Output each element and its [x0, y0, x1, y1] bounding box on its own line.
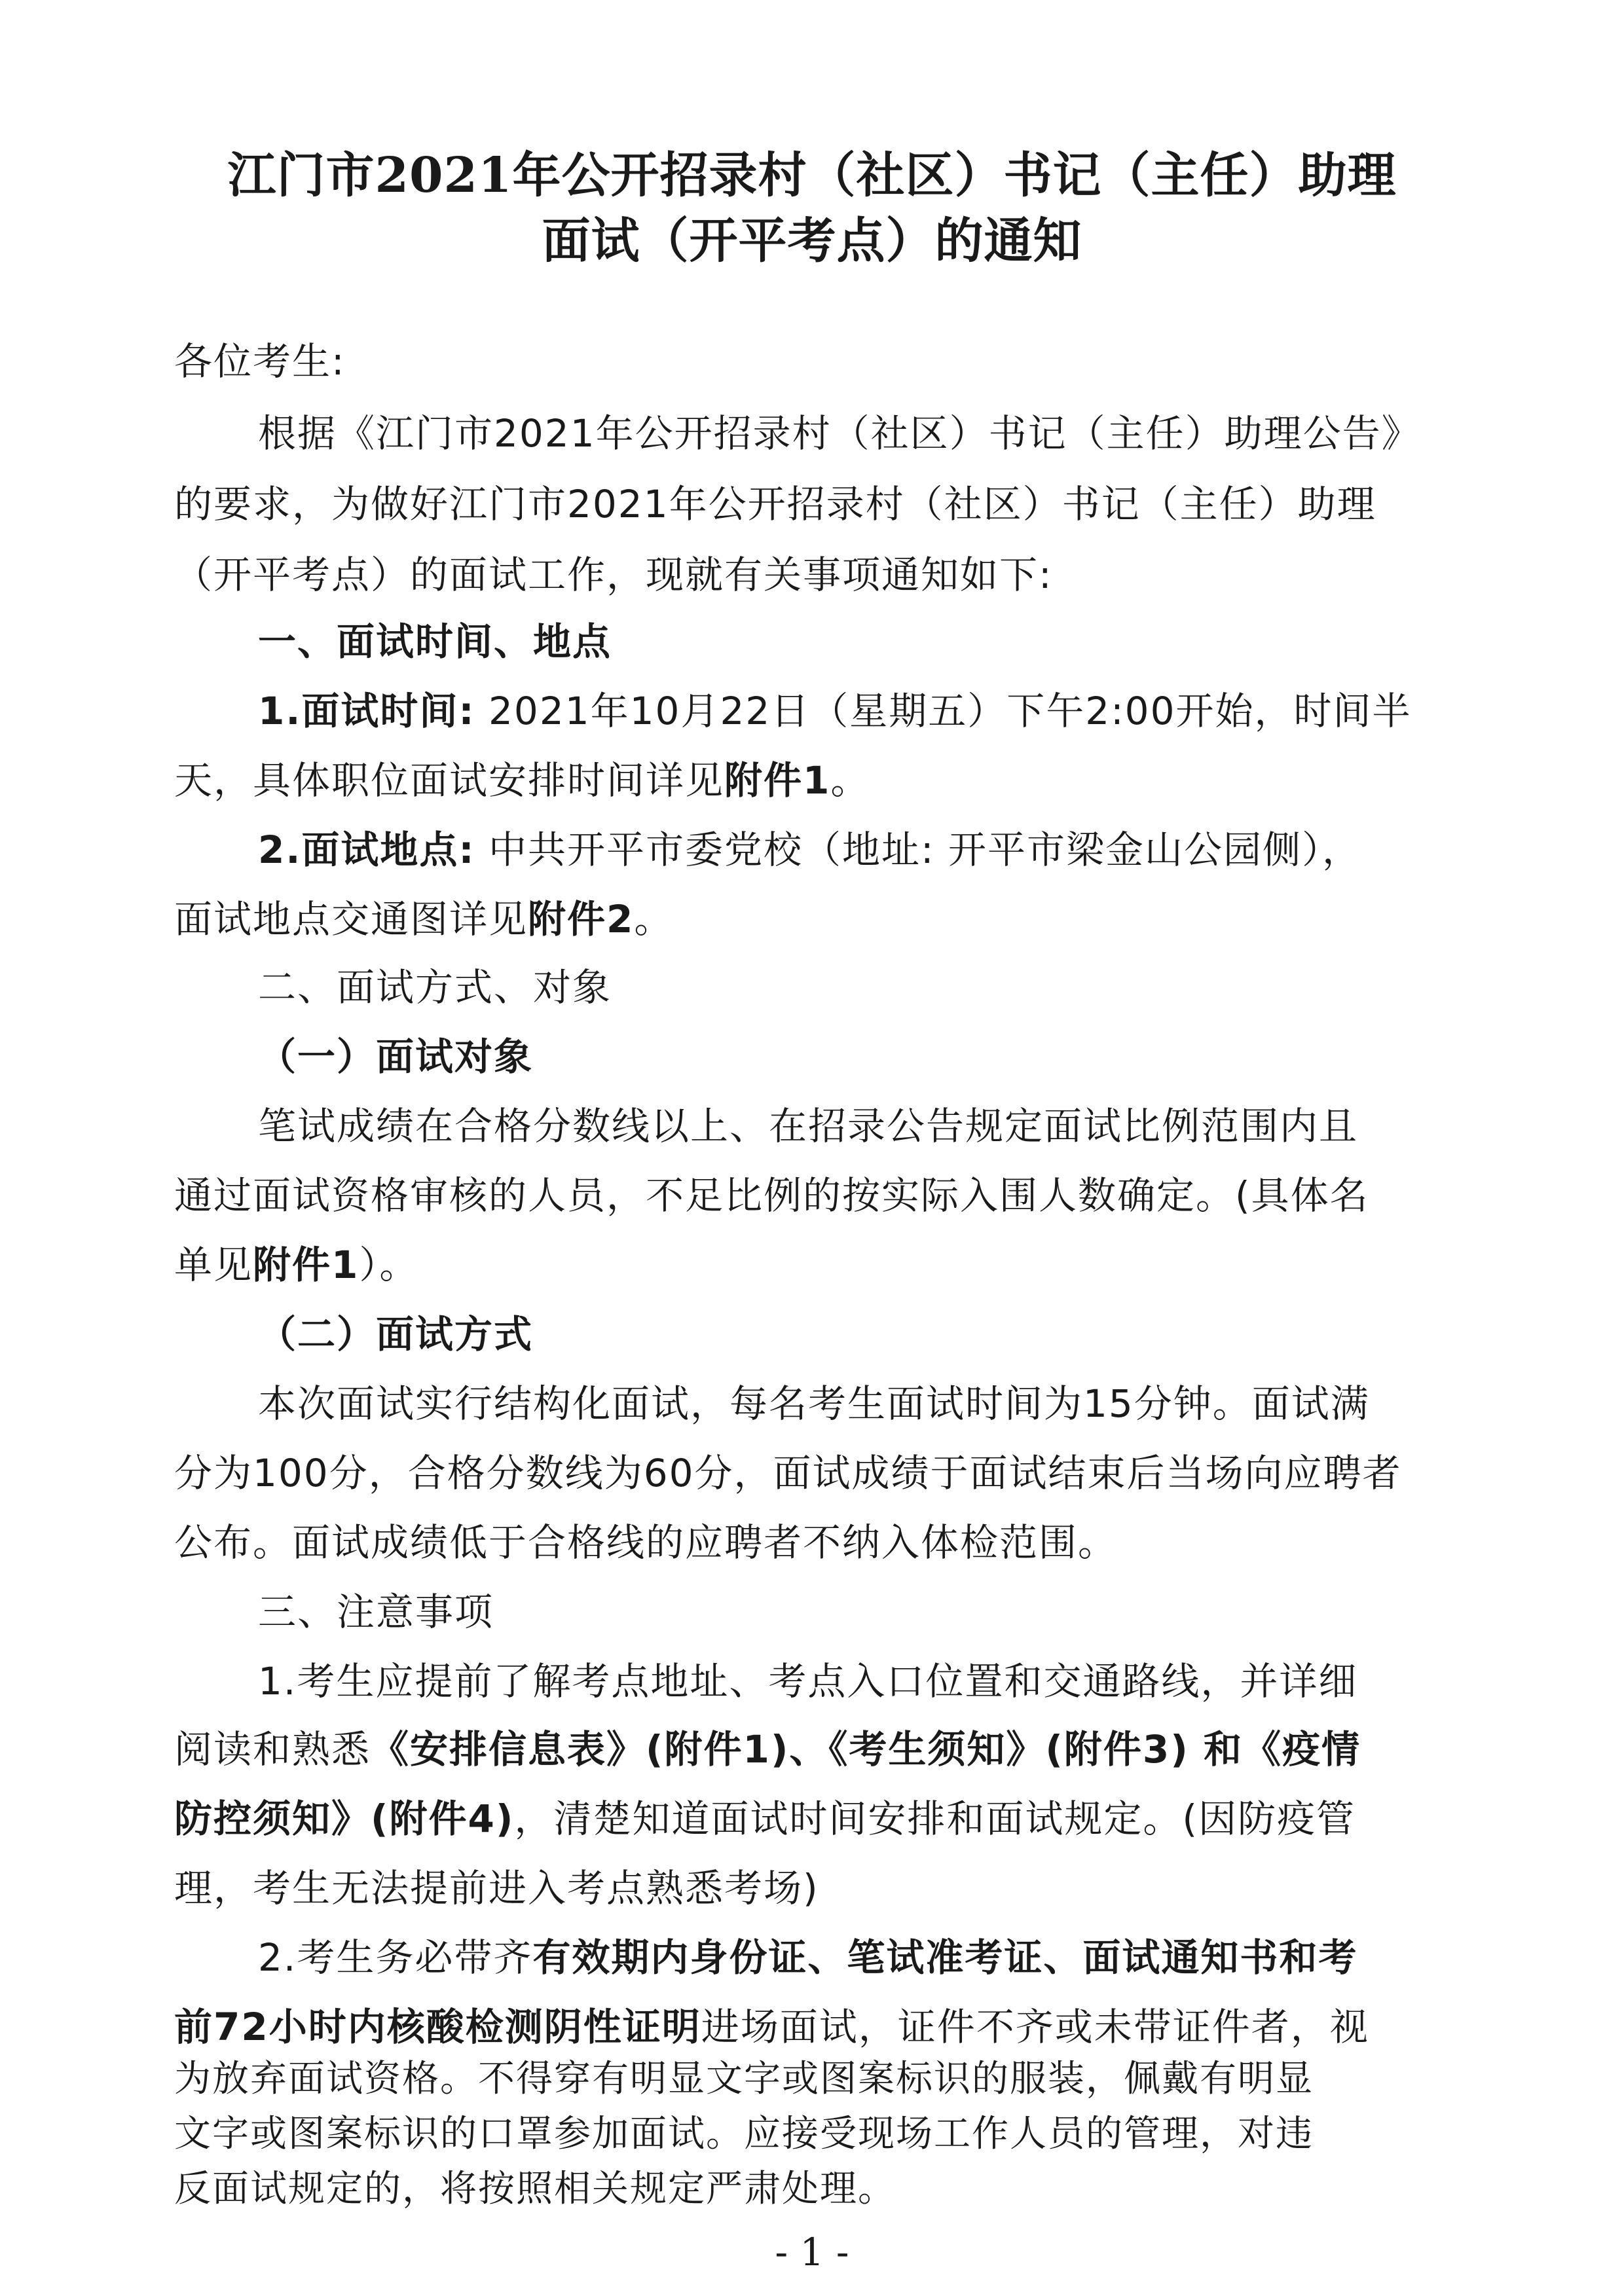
section-3-heading: 三、注意事项: [258, 1590, 494, 1634]
section-2-sub-1-line-1: 笔试成绩在合格分数线以上、在招录公告规定面试比例范围内且: [258, 1104, 1359, 1148]
section-2-sub-1-line-2: 通过面试资格审核的人员，不足比例的按实际入围人数确定。(具体名: [174, 1173, 1369, 1218]
interview-time-detail: 天，具体职位面试安排时间详见: [174, 758, 725, 803]
document-title-line-1: 江门市2021年公开招录村（社区）书记（主任）助理: [227, 147, 1397, 204]
punctuation: 。: [830, 758, 870, 803]
section-2-sub-1-line-3: [174, 1239, 1471, 1291]
section-2-sub-2-heading: （二）面试方式: [258, 1312, 534, 1357]
text-span: 2.考生务必带齐: [258, 1935, 533, 1980]
section-3-item-2-line4: 文字或图案标识的口罩参加面试。应接受现场工作人员的管理，对违: [174, 2113, 1314, 2155]
document-title-line-2: 面试（开平考点）的通知: [542, 213, 1082, 269]
punctuation: 。: [634, 897, 674, 941]
text-span: 阅读和熟悉: [174, 1727, 371, 1772]
intro-line-3: （开平考点）的面试工作，现就有关事项通知如下:: [174, 553, 1053, 597]
attachment-2-reference: 附件2: [528, 897, 635, 941]
interview-location-detail: 面试地点交通图详见: [174, 897, 528, 941]
attachment-1-reference: 附件1: [724, 758, 831, 803]
intro-line-1: 根据《江门市2021年公开招录村（社区）书记（主任）助理公告》: [258, 411, 1421, 456]
section-2-heading: 二、面试方式、对象: [258, 965, 612, 1010]
required-documents: 有效期内身份证、笔试准考证、面试通知书和考: [532, 1935, 1358, 1980]
section-3-item-2-line-1: [258, 1931, 1471, 1984]
section-3-item-2-line3: 为放弃面试资格。不得穿有明显文字或图案标识的服装，佩戴有明显: [174, 2058, 1314, 2100]
text-span: 进场面试，证件不齐或未带证件者，视: [701, 2005, 1369, 2049]
section-1-item-2-line-2: [174, 893, 1471, 945]
interview-time-label: 1.面试时间:: [258, 689, 475, 733]
text-span: ，清楚知道面试时间安排和面试规定。(因防疫管: [514, 1796, 1356, 1841]
salutation: 各位考生:: [174, 339, 346, 384]
nucleic-acid-test-requirement: 前72小时内核酸检测阴性证明: [174, 2005, 701, 2049]
text-span: 单见: [174, 1243, 253, 1287]
interview-location-text: 中共开平市委党校（地址: 开平市梁金山公园侧），: [475, 828, 1362, 872]
section-3-item-1-line-3: [174, 1793, 1471, 1845]
section-3-item-1-line-2: [174, 1723, 1471, 1776]
attachment-1-reference: 附件1: [253, 1243, 360, 1287]
section-2-sub-1-heading: （一）面试对象: [258, 1034, 534, 1079]
attachment-4-reference: 防控须知》(附件4): [174, 1796, 515, 1841]
page-number: - 1 -: [775, 2230, 849, 2274]
interview-time-text: 2021年10月22日（星期五）下午2:00开始，时间半: [475, 689, 1412, 733]
section-1-item-1-line-1: [258, 685, 1471, 737]
interview-location-label: 2.面试地点:: [258, 828, 475, 872]
section-2-sub-2-line-3: 公布。面试成绩低于合格线的应聘者不纳入体检范围。: [174, 1520, 1118, 1565]
text-span: ）。: [359, 1243, 419, 1287]
section-3-item-2-line5: 反面试规定的，将按照相关规定严肃处理。: [174, 2168, 896, 2210]
intro-line-2: 的要求，为做好江门市2021年公开招录村（社区）书记（主任）助理: [174, 482, 1376, 526]
section-1-item-1-line-2: [174, 754, 1471, 807]
section-1-item-2-line-1: [258, 824, 1471, 876]
section-3-item-1-line-1: 1.考生应提前了解考点地址、考点入口位置和交通路线，并详细: [258, 1659, 1358, 1704]
section-2-sub-2-line-1: 本次面试实行结构化面试，每名考生面试时间为15分钟。面试满: [258, 1381, 1370, 1426]
section-2-sub-2-line-2: 分为100分，合格分数线为60分，面试成绩于面试结束后当场向应聘者: [174, 1451, 1402, 1495]
attachment-references: 《安排信息表》(附件1)、《考生须知》(附件3) 和《疫情: [371, 1727, 1361, 1772]
section-3-item-1-line-4: 理，考生无法提前进入考点熟悉考场): [174, 1866, 819, 1910]
section-1-heading: 一、面试时间、地点: [258, 619, 612, 664]
section-3-item-2-line-2: [174, 2001, 1471, 2053]
